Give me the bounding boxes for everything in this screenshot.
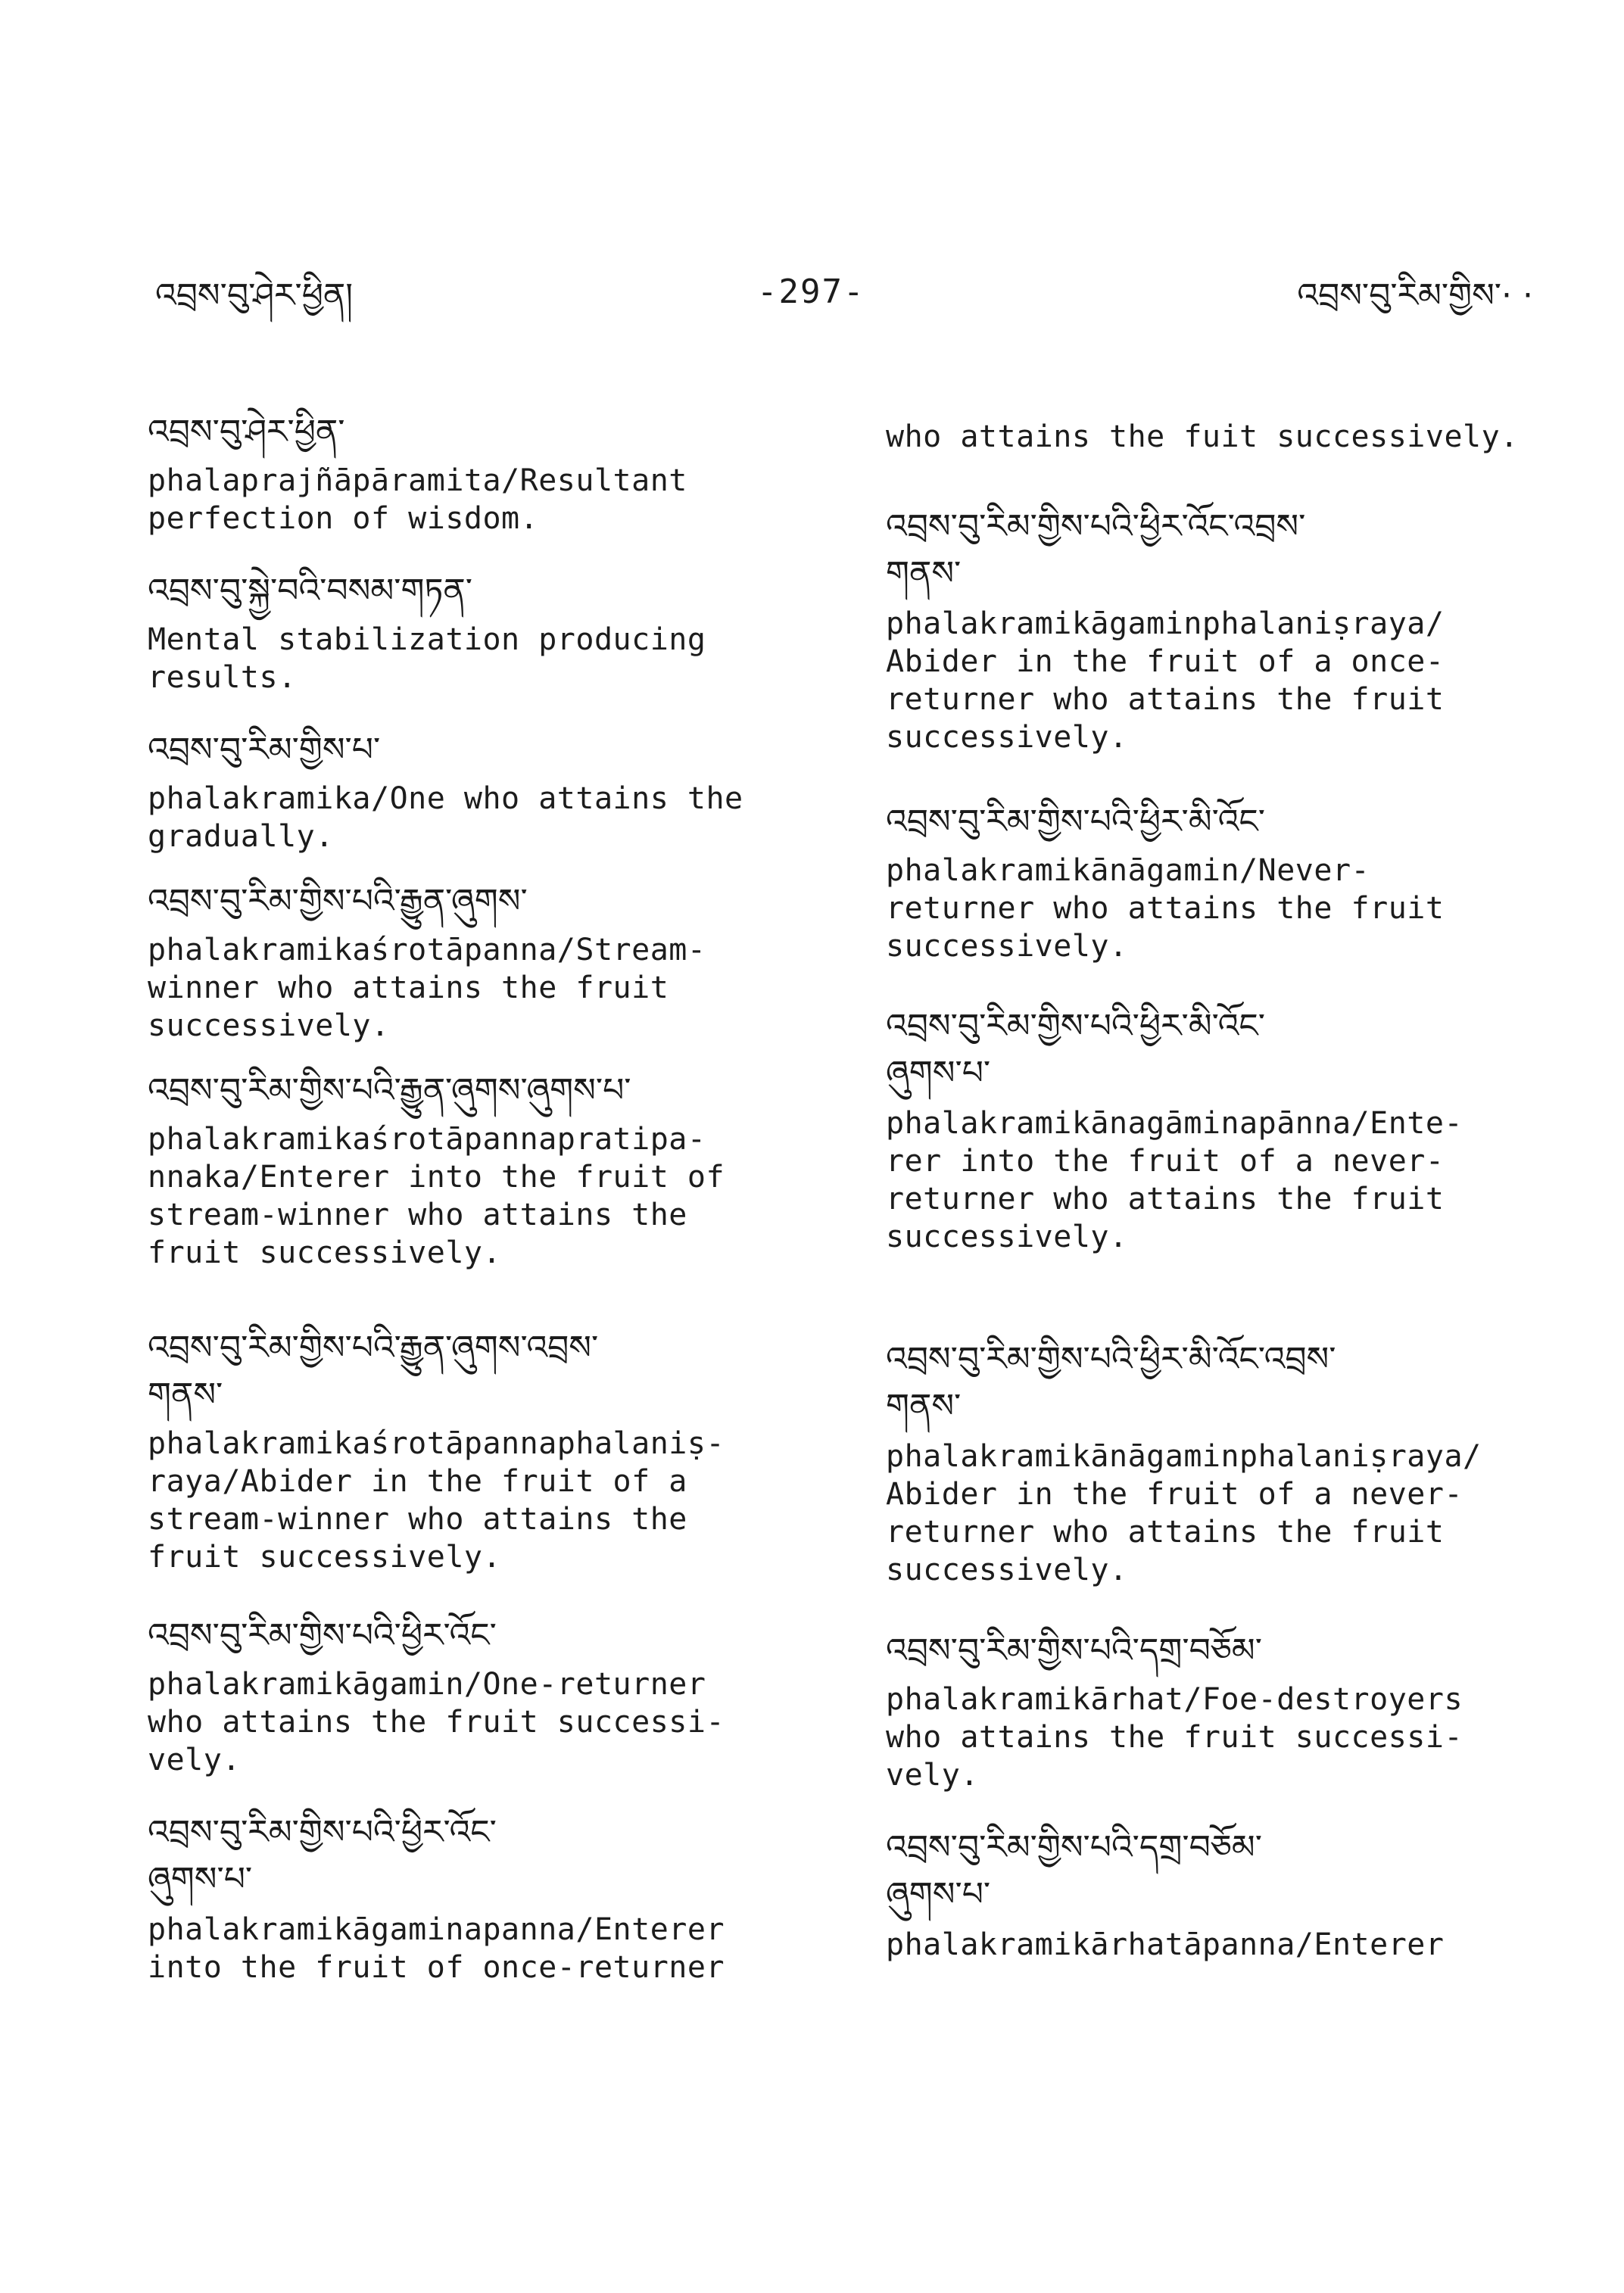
dictionary-entry	[148, 1809, 725, 1986]
entry-definition: phalakramikārhat/Foe-destroyers who attains the fruit successi- vely.	[886, 1682, 1463, 1793]
dictionary-entry	[148, 1325, 725, 1576]
dictionary-entry	[886, 1336, 1482, 1589]
dictionary-entry	[886, 1824, 1444, 1964]
entry-definition: phalakramikānāgaminphalaniṣraya/ Abider in the fruit of a never- returner who attains the fruit successively.	[886, 1439, 1482, 1587]
dictionary-entry	[886, 1628, 1463, 1794]
dictionary-entry	[148, 1612, 725, 1779]
entry-definition: phalaprajñāpāramita/Resultant perfection of wisdom.	[148, 463, 687, 536]
entry-definition: phalakramikaśrotāpanna/Stream- winner who attains the fruit successively.	[148, 933, 706, 1043]
dictionary-entry	[148, 568, 706, 696]
page-header	[0, 273, 1624, 333]
entry-tibetan: འབྲས་བུ་སྐྱེ་བའི་བསམ་གཏན་	[148, 572, 472, 610]
dictionary-entry	[148, 878, 706, 1045]
entry-definition: phalakramikaśrotāpannaphalaniṣ- raya/Abider in the fruit of a stream-winner who attains the fruit successively.	[148, 1426, 725, 1575]
entry-tibetan: འབྲས་བུ་རིམ་གྱིས་པའི་རྒྱུན་ཞུགས་ཞུགས་པ་	[148, 1071, 631, 1110]
entry-definition: Mental stabilization producing results.	[148, 622, 706, 695]
entry-definition: phalakramikānagāminapānna/Ente- rer into the fruit of a never- returner who attains the fruit successively.	[886, 1106, 1463, 1254]
entry-definition: phalakramika/One who attains the gradually.	[148, 781, 743, 854]
entry-definition: phalakramikānāgamin/Never- returner who attains the fruit successively.	[886, 853, 1445, 964]
entry-tibetan: འབྲས་བུ་རིམ་གྱིས་པའི་ཕྱིར་མི་འོང་	[886, 802, 1265, 841]
entry-tibetan: འབྲས་བུ་རིམ་གྱིས་པའི་ཕྱིར་འོང་འབྲས་ གནས་	[886, 507, 1306, 593]
entry-tibetan: འབྲས་བུ་རིམ་གྱིས་པའི་དགྲ་བཅོམ་	[886, 1631, 1262, 1670]
dictionary-entry	[886, 418, 1519, 456]
entry-definition: who attains the fuit successively.	[886, 419, 1519, 454]
dictionary-entry	[886, 799, 1444, 965]
header-right-tibetan: འབྲས་བུ་རིམ་གྱིས་· ·	[1297, 276, 1533, 315]
entry-tibetan: འབྲས་བུ་ཤེར་ཕྱིན་	[148, 413, 345, 451]
entry-tibetan: འབྲས་བུ་རིམ་གྱིས་པའི་ཕྱིར་མི་འོང་འབྲས་ གནས་	[886, 1340, 1336, 1425]
entry-definition: phalakramikārhatāpanna/Enterer	[886, 1927, 1445, 1962]
page-number: -297-	[757, 273, 865, 311]
entry-tibetan: འབྲས་བུ་རིམ་གྱིས་པའི་ཕྱིར་འོང་ ཞུགས་པ་	[148, 1813, 497, 1899]
dictionary-entry	[886, 1003, 1463, 1256]
entry-tibetan: འབྲས་བུ་རིམ་གྱིས་པ་	[148, 731, 381, 769]
entry-definition: phalakramikāgaminapanna/Enterer into the fruit of once-returner	[148, 1912, 725, 1985]
dictionary-entry	[148, 727, 743, 855]
entry-tibetan: འབྲས་བུ་རིམ་གྱིས་པའི་རྒྱུན་ཞུགས་	[148, 882, 528, 921]
dictionary-entry	[886, 503, 1444, 756]
entry-tibetan: འབྲས་བུ་རིམ་གྱིས་པའི་དགྲ་བཅོམ་ ཞུགས་པ་	[886, 1828, 1262, 1914]
entry-definition: phalakramikāgaminphalaniṣraya/ Abider in the fruit of a once- returner who attains the fruit successively.	[886, 606, 1445, 755]
entry-definition: phalakramikāgamin/One-returner who attains the fruit successi- vely.	[148, 1667, 725, 1777]
dictionary-entry	[148, 1067, 725, 1272]
entry-tibetan: འབྲས་བུ་རིམ་གྱིས་པའི་རྒྱུན་ཞུགས་འབྲས་ གནས་	[148, 1329, 599, 1414]
entry-definition: phalakramikaśrotāpannapratipa- nnaka/Enterer into the fruit of stream-winner who attains the fruit successively.	[148, 1122, 725, 1270]
entry-tibetan: འབྲས་བུ་རིམ་གྱིས་པའི་ཕྱིར་འོང་	[148, 1616, 497, 1655]
header-left-tibetan: འབྲས་བུ་ཤེར་ཕྱིན།	[155, 276, 354, 315]
entry-tibetan: འབྲས་བུ་རིམ་གྱིས་པའི་ཕྱིར་མི་འོང་ ཞུགས་པ་	[886, 1007, 1265, 1092]
dictionary-entry	[148, 409, 687, 537]
